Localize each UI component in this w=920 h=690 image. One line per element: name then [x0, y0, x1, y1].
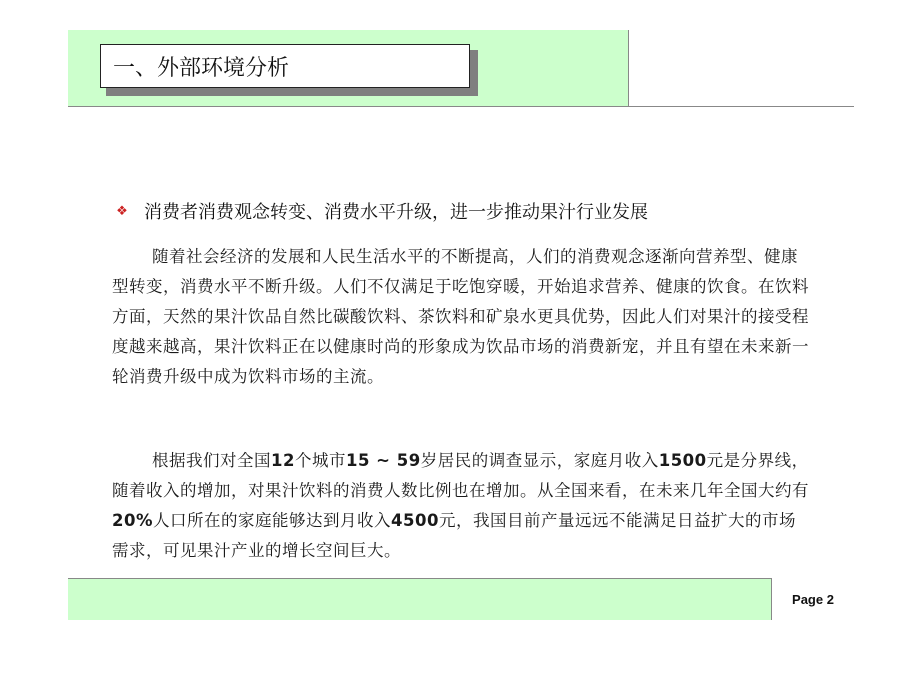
- page-number: [772, 578, 854, 620]
- stat-age-range: 15 ~ 59: [345, 451, 421, 470]
- paragraph-2-text-2: 个城市: [294, 451, 346, 470]
- header-divider-vertical: [628, 30, 629, 106]
- paragraph-2-text-5: 人口所在的家庭能够达到月收入: [153, 511, 391, 530]
- paragraph-2-text-6: 元，我国目前产量远远不能满足日益扩大的市场需求，可见果汁产业的增长空间巨大。: [112, 511, 796, 560]
- slide-title-text: 一、外部环境分析: [113, 55, 290, 81]
- paragraph-1-text: 随着社会经济的发展和人民生活水平的不断提高，人们的消费观念逐渐向营养型、健康型转变，消费水平不断升级。人们不仅满足于吃饱穿暖，开始追求营养、健康的饮食。在饮料方面，天然的果汁饮品自然比碳酸饮料、茶饮料和矿泉水更具优势，因此人们对果汁的接受程度越来越高，果汁饮料正在以健康时尚的形象成为饮品市场的消费新宠，并且有望在未来新一轮消费升级中成为饮料市场的主流。: [112, 247, 809, 386]
- paragraph-2: [112, 446, 812, 566]
- stat-city-count: 12: [271, 451, 295, 470]
- footer-divider-horizontal: [68, 578, 854, 579]
- stat-population-share: 20%: [112, 511, 153, 530]
- stat-income-target: 4500: [391, 511, 439, 530]
- bullet-heading-text: 消费者消费观念转变、消费水平升级，进一步推动果汁行业发展: [144, 202, 648, 223]
- paragraph-2-text-4: 元是分界线，随着收入的增加，对果汁饮料的消费人数比例也在增加。从全国来看，在未来几年全国大约有: [112, 451, 809, 500]
- paragraph-1: [112, 242, 812, 392]
- diamond-bullet-icon: ❖: [116, 203, 128, 219]
- slide-title: [100, 44, 470, 88]
- paragraph-2-text-3: 岁居民的调查显示，家庭月收入: [420, 451, 659, 470]
- header-divider-horizontal: [68, 106, 854, 107]
- footer-band: [68, 578, 854, 620]
- paragraph-2-text-1: 根据我们对全国: [152, 451, 271, 470]
- stat-income-threshold: 1500: [658, 451, 707, 470]
- bullet-heading: [112, 198, 648, 224]
- page-number-text: Page 2: [792, 591, 834, 607]
